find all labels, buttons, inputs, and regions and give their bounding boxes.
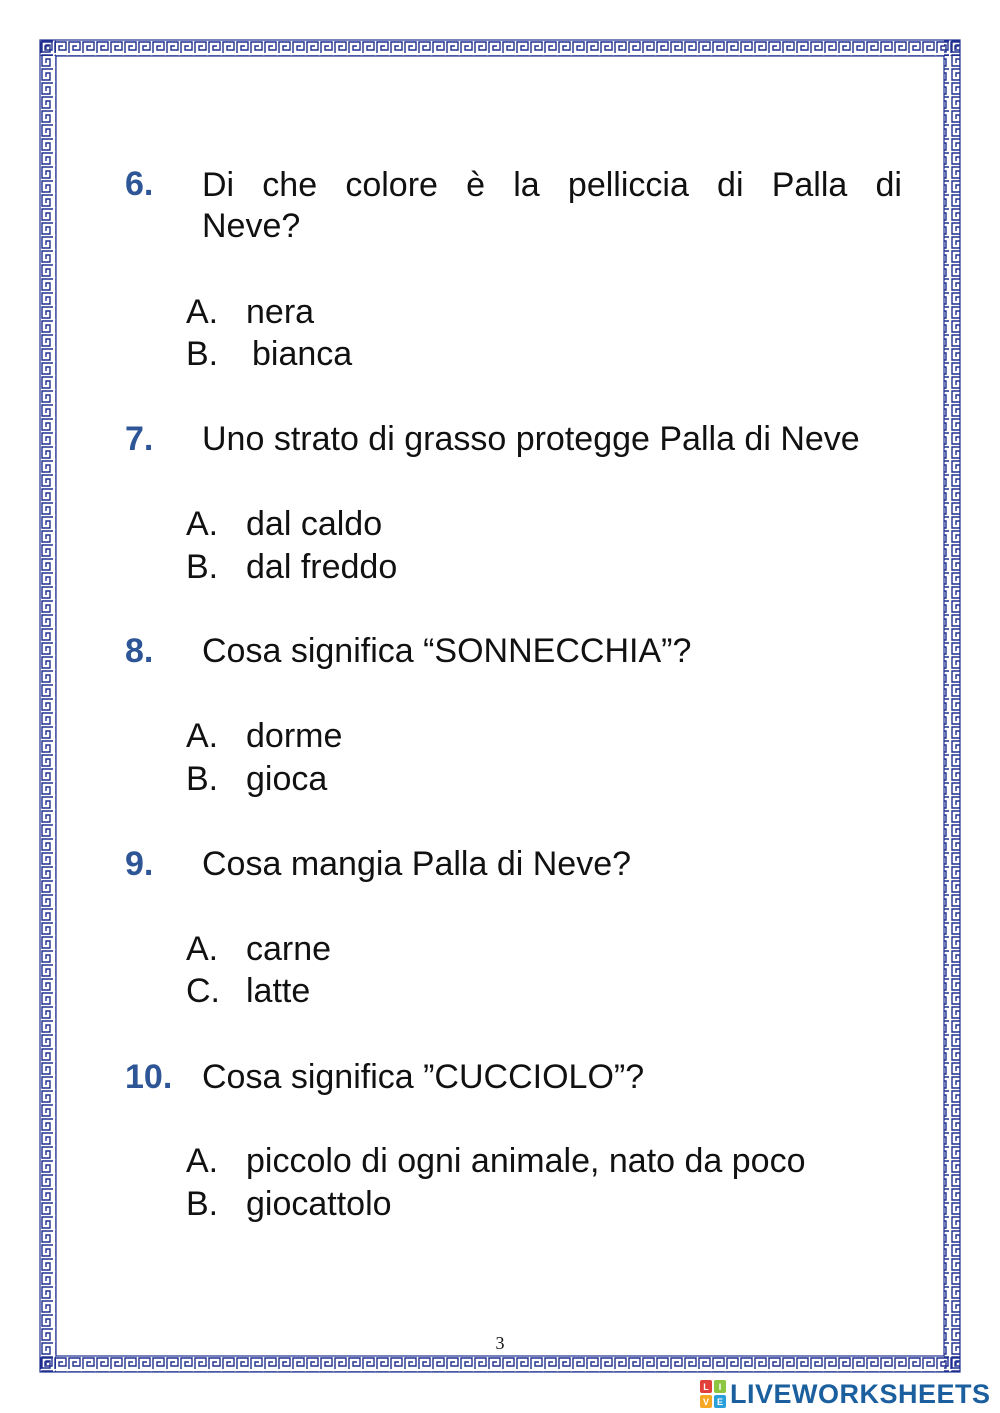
option-text: dal caldo [246,505,383,543]
option-letter: A. [186,717,219,755]
liveworksheets-logo-icon [700,1380,726,1408]
brand-name: LIVEWORKSHEETS [730,1378,991,1409]
question-text-line: Neve? [202,207,301,245]
question-number: 6. [125,165,154,203]
svg-text:V: V [702,1397,710,1407]
option-text: dal freddo [246,548,398,586]
option-text: bianca [252,335,353,373]
option-letter: B. [186,548,219,586]
option-letter: A. [186,930,219,968]
question-text: Cosa significa “SONNECCHIA”? [202,632,692,670]
question-text: Uno strato di grasso protegge Palla di Neve [202,420,860,458]
question-text [202,165,902,247]
svg-text:E: E [716,1397,724,1407]
page-number: 3 [495,1333,505,1353]
option-text: dorme [246,717,343,755]
option-text: carne [246,930,332,968]
option-letter: A. [186,505,219,543]
option-text: gioca [246,760,328,798]
option-letter: C. [186,972,220,1010]
option-letter: B. [186,760,219,798]
question-text-line: Di che colore è la pelliccia di Palla di [202,166,902,204]
question-number: 7. [125,420,154,458]
question-text: Cosa mangia Palla di Neve? [202,845,632,883]
svg-text:I: I [718,1382,722,1392]
option-letter: B. [186,1185,219,1223]
question-number: 8. [125,632,154,670]
option-text: nera [246,293,315,331]
option-text: latte [246,972,311,1010]
option-letter: A. [186,1142,219,1180]
option-text: piccolo di ogni animale, nato da poco [246,1142,806,1180]
svg-text:L: L [703,1382,709,1392]
option-letter: B. [186,335,219,373]
question-number: 9. [125,845,154,883]
question-text: Cosa significa ”CUCCIOLO”? [202,1058,645,1096]
liveworksheets-brand[interactable] [700,1378,991,1410]
question-number: 10. [125,1058,173,1096]
option-letter: A. [186,293,219,331]
option-text: giocattolo [246,1185,392,1223]
